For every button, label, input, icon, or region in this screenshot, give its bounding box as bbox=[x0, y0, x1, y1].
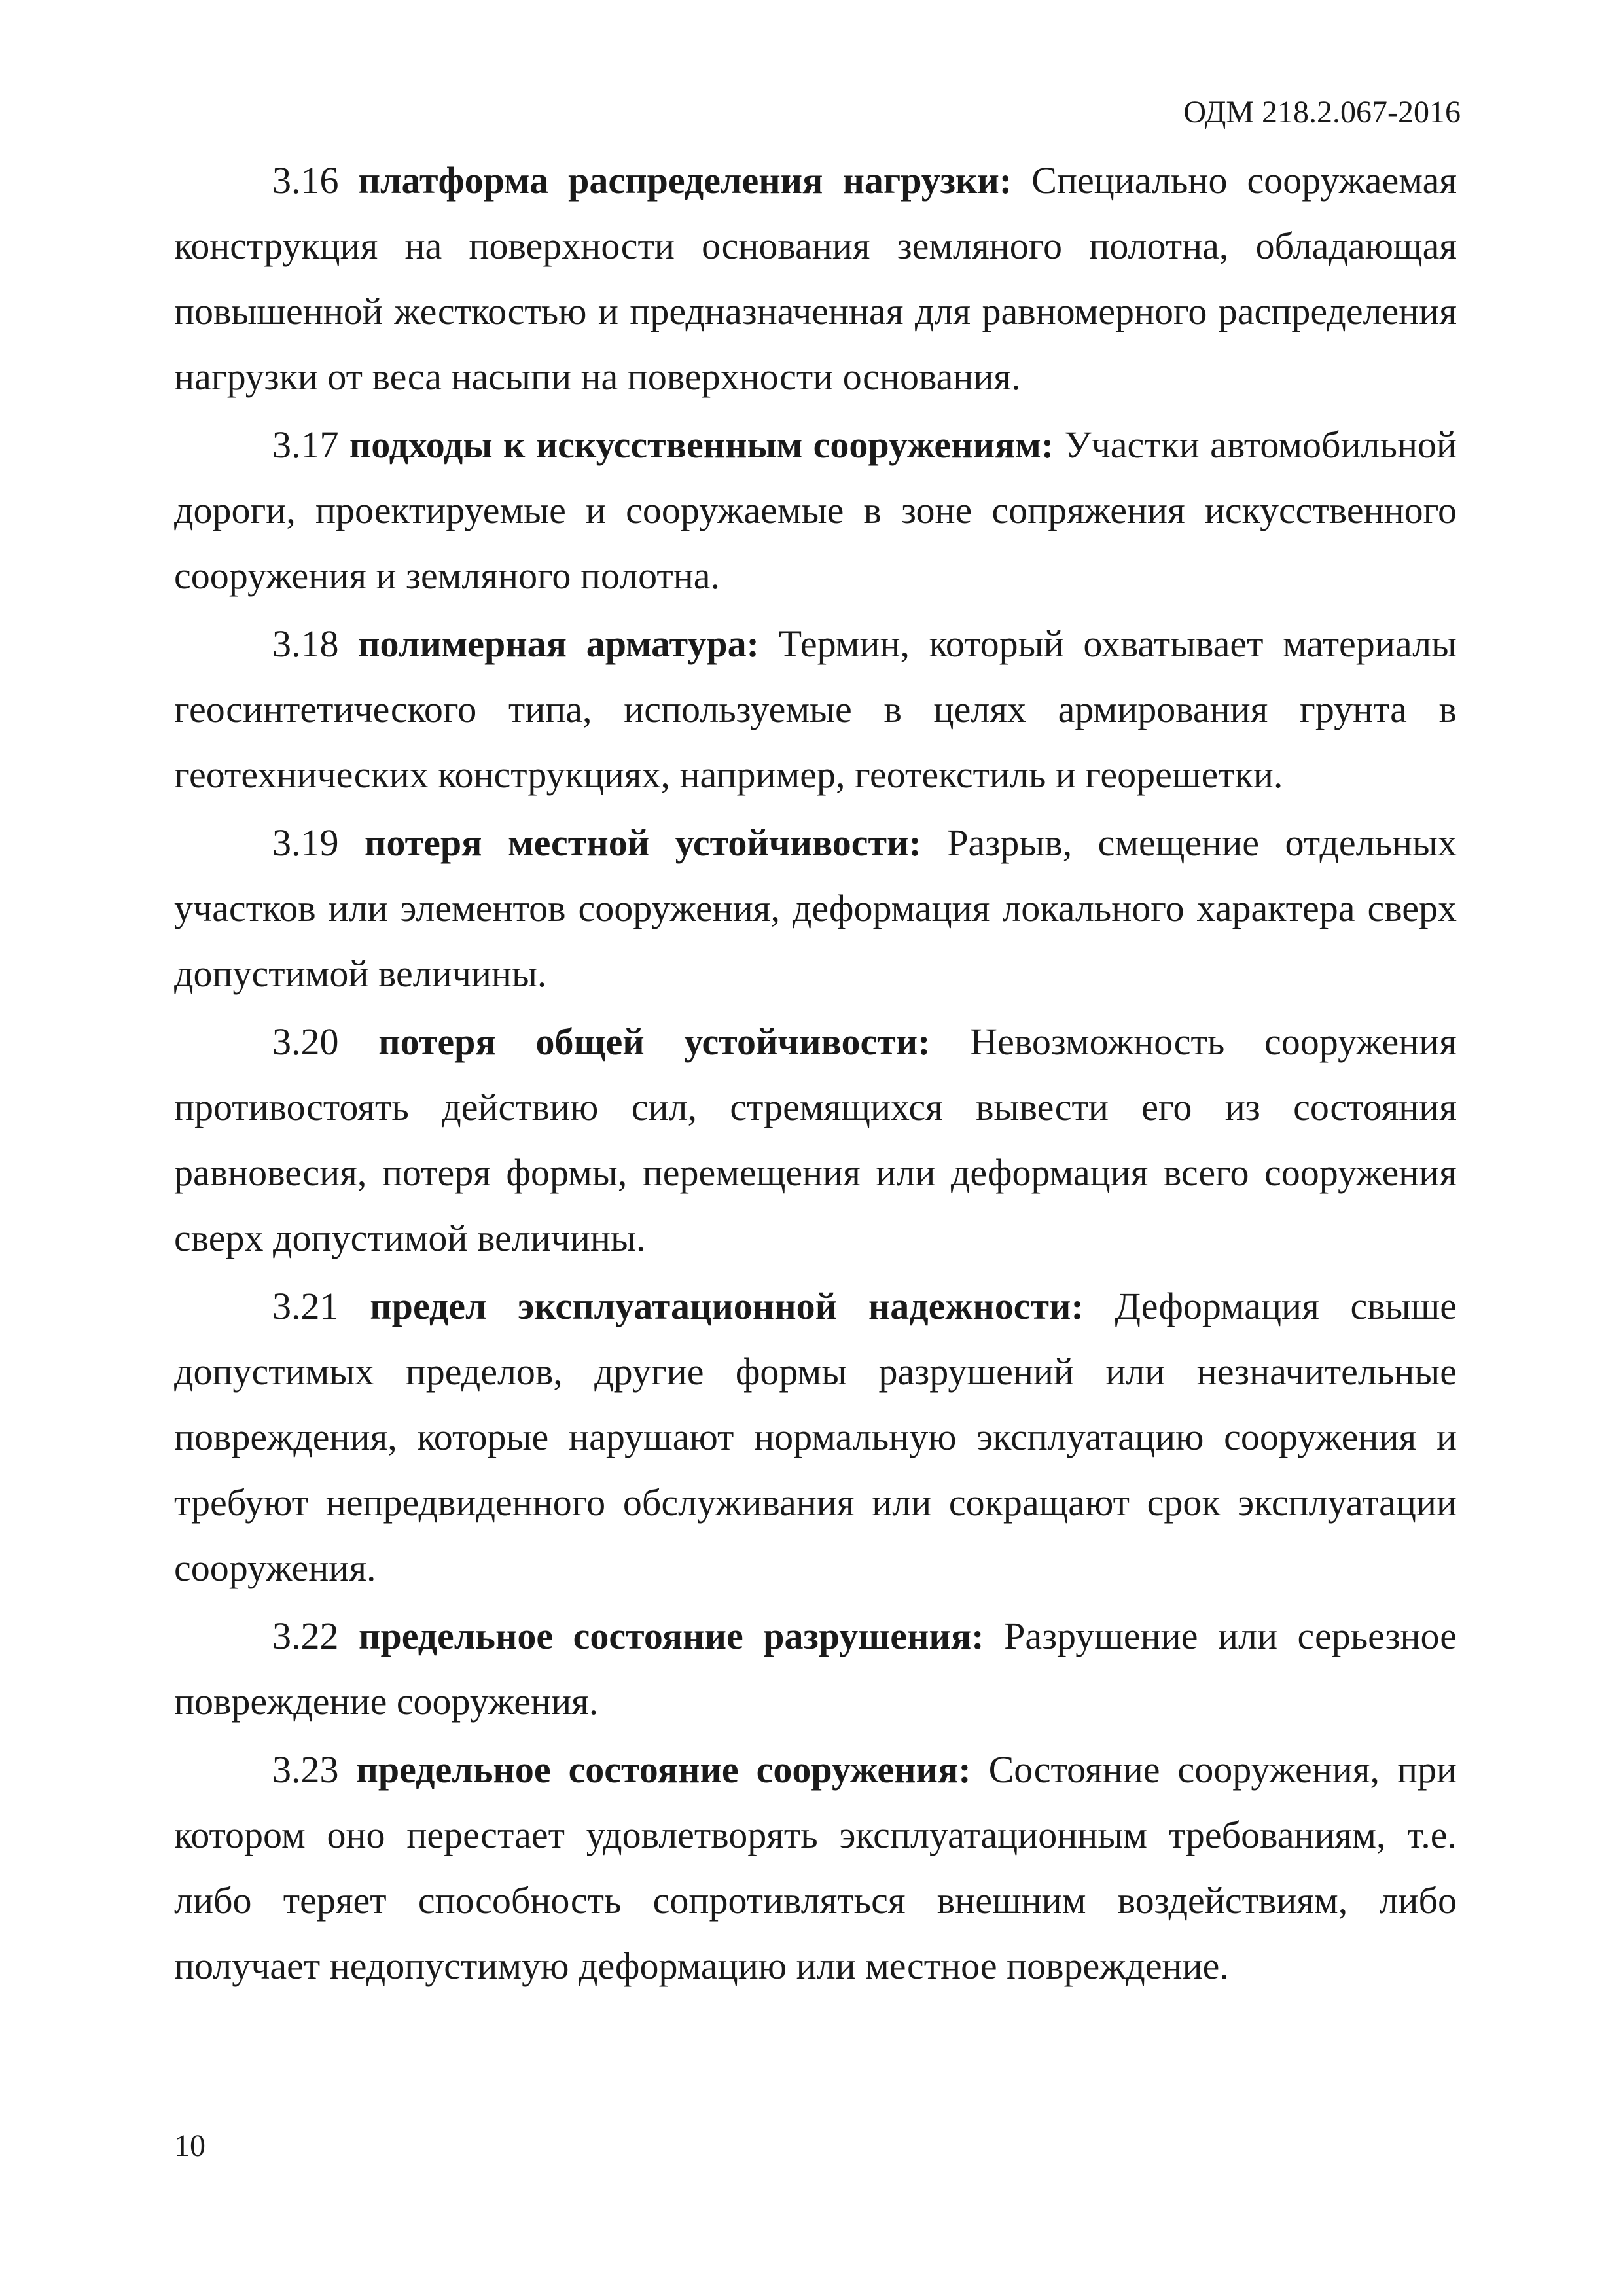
entry-definition: Деформация свыше допустимых пределов, другие формы разрушений или незначительные повреждения, которые нарушают нормальную эксплуатацию сооружения и требуют непредвиденного обслуживания или сокращают срок эксплуатации сооружения. bbox=[174, 1285, 1457, 1589]
entry-number: 3.19 bbox=[272, 821, 339, 864]
entry-number: 3.16 bbox=[272, 159, 339, 202]
entry-definition: Специально сооружаемая конструкция на поверхности основания земляного полотна, обладающая повышенной жесткостью и предназначенная для равномерного распределения нагрузки от веса насыпи на поверхности основания. bbox=[174, 159, 1457, 398]
entry-definition: Состояние сооружения, при котором оно перестает удовлетворять эксплуатационным требованиям, т.е. либо теряет способность сопротивляться внешним воздействиям, либо получает недопустимую деформацию или местное повреждение. bbox=[174, 1748, 1457, 1987]
entry-term: платформа распределения нагрузки: bbox=[358, 159, 1012, 202]
entry-term: полимерная арматура: bbox=[358, 622, 759, 665]
entry-term: подходы к искусственным сооружениям: bbox=[349, 423, 1054, 466]
definition-entry bbox=[174, 1604, 1457, 1734]
entry-term: потеря местной устойчивости: bbox=[365, 821, 921, 864]
entry-number: 3.20 bbox=[272, 1020, 339, 1063]
entry-number: 3.22 bbox=[272, 1615, 339, 1657]
definition-entry bbox=[174, 810, 1457, 1007]
entry-term: предел эксплуатационной надежности: bbox=[370, 1285, 1084, 1327]
entry-definition: Участки автомобильной дороги, проектируемые и сооружаемые в зоне сопряжения искусственного сооружения и земляного полотна. bbox=[174, 423, 1457, 597]
entry-definition: Термин, который охватывает материалы геосинтетического типа, используемые в целях армирования грунта в геотехнических конструкциях, например, геотекстиль и георешетки. bbox=[174, 622, 1457, 796]
definition-entry bbox=[174, 1737, 1457, 1999]
entry-number: 3.18 bbox=[272, 622, 339, 665]
entry-number: 3.17 bbox=[272, 423, 339, 466]
entry-definition: Разрушение или серьезное повреждение сооружения. bbox=[174, 1615, 1457, 1723]
entry-number: 3.21 bbox=[272, 1285, 339, 1327]
definition-entry bbox=[174, 412, 1457, 609]
entry-number: 3.23 bbox=[272, 1748, 339, 1791]
definitions-list bbox=[174, 148, 1457, 1999]
definition-entry bbox=[174, 611, 1457, 808]
page-number: 10 bbox=[174, 2128, 205, 2163]
definition-entry bbox=[174, 148, 1457, 410]
document-code: ОДМ 218.2.067-2016 bbox=[1183, 95, 1461, 130]
definition-entry bbox=[174, 1274, 1457, 1601]
entry-term: предельное состояние разрушения: bbox=[359, 1615, 984, 1657]
entry-term: потеря общей устойчивости: bbox=[378, 1020, 931, 1063]
entry-term: предельное состояние сооружения: bbox=[356, 1748, 971, 1791]
entry-definition: Разрыв, смещение отдельных участков или элементов сооружения, деформация локального характера сверх допустимой величины. bbox=[174, 821, 1457, 995]
entry-definition: Невозможность сооружения противостоять действию сил, стремящихся вывести его из состояния равновесия, потеря формы, перемещения или деформация всего сооружения сверх допустимой величины. bbox=[174, 1020, 1457, 1259]
definition-entry bbox=[174, 1009, 1457, 1271]
